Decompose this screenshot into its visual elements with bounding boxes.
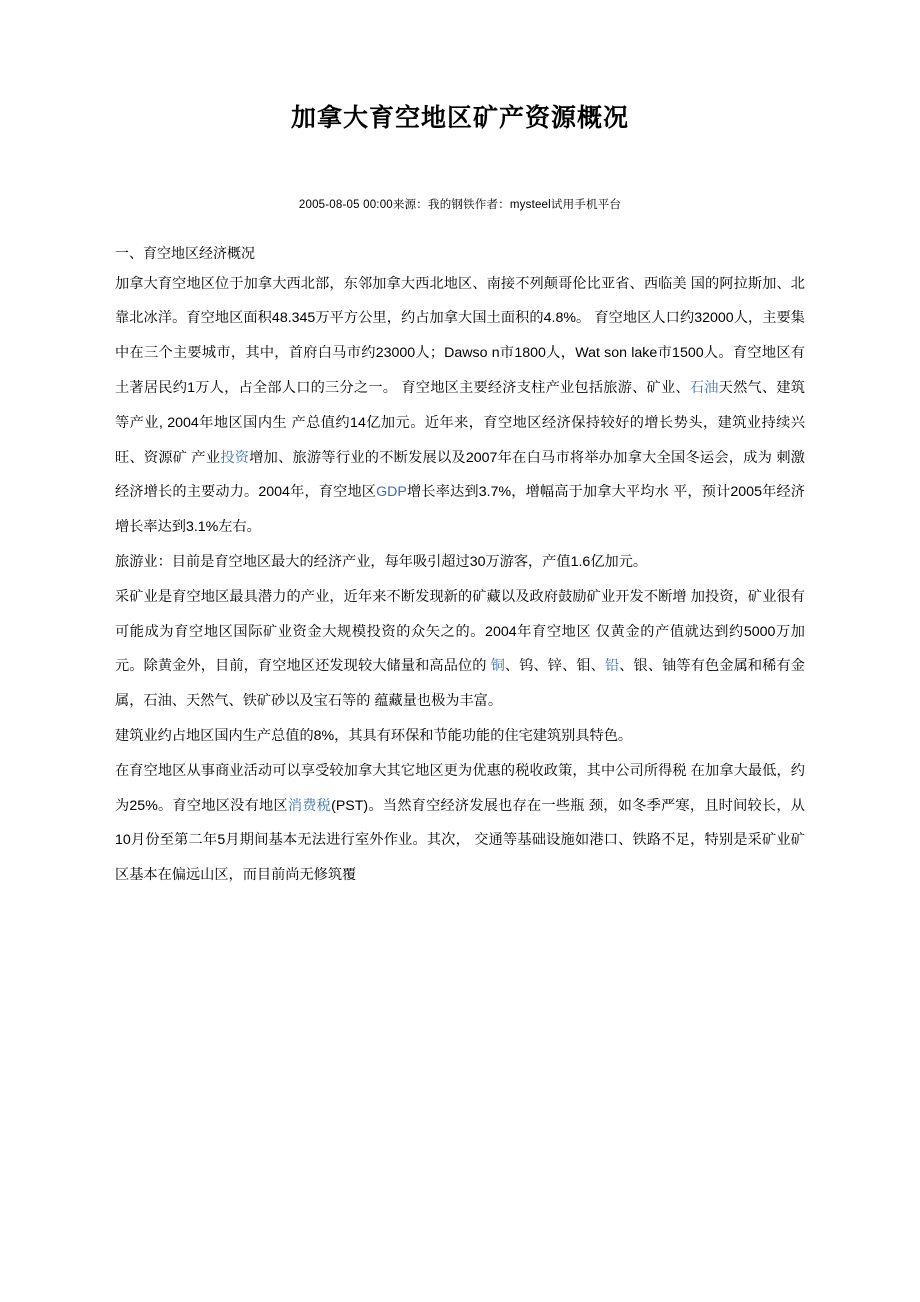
text-run: 建筑业约占地区国内生产总值的8%，其具有环保和节能功能的住宅建筑别具特色。 [115, 727, 633, 744]
paragraph [115, 267, 805, 545]
paragraph [115, 754, 805, 893]
section-heading: 一、育空地区经济概况 [115, 245, 255, 261]
byline: 2005-08-05 00:00来源：我的钢铁作者：mysteel试用手机平台 [298, 199, 622, 211]
page-title: 加拿大育空地区矿产资源概况 [290, 104, 629, 132]
text-run: 、钨、锌、钼、 [504, 658, 605, 675]
inline-link[interactable]: 铜 [490, 658, 505, 675]
text-run: 增长率达到3.7%，增幅高于加拿大平均水 平，预计2005年经济增长率达到3.1%左右。 [115, 484, 805, 536]
inline-link[interactable]: 投资 [220, 449, 250, 466]
paragraph [115, 580, 805, 719]
inline-link[interactable]: 消费税 [287, 797, 332, 814]
text-run: (PST)。当然育空经济发展也存在一些瓶 颈，如冬季严寒，且时间较长，从10月份至第二年5月期间基本无法进行室外作业。其次， 交通等基础设施如港口、铁路不足，特别是采矿业矿区基本在偏远山区，而目前尚无修筑覆 [115, 797, 805, 884]
text-run: 旅游业：目前是育空地区最大的经济产业，每年吸引超过30万游客，产值1.6亿加元。 [115, 553, 648, 570]
inline-link[interactable]: 铅 [604, 658, 620, 675]
document-body [115, 267, 805, 893]
text-run: 增加、旅游等行业的不断发展以及2007年在白马市将举办加拿大全国冬运会，成为 刺激经济增长的主要动力。2004年，育空地区 [115, 449, 805, 501]
text-run: 在育空地区从事商业活动可以享受较加拿大其它地区更为优惠的税收政策，其中公司所得税 在加拿大最低，约为25%。育空地区没有地区 [115, 762, 805, 814]
text-run: 天然气、建筑等产业, 2004年地区国内生 产总值约14亿加元。近年来，育空地区经济保持较好的增长势头，建筑业持续兴旺、资源矿 产业 [115, 379, 805, 466]
paragraph [115, 545, 805, 580]
text-run: 、银、铀等有色金属和稀有金属，石油、天然气、铁矿砂以及宝石等的 蕴藏量也极为丰富。 [115, 658, 805, 710]
paragraph [115, 719, 805, 754]
text-run: 采矿业是育空地区最具潜力的产业，近年来不断发现新的矿藏以及政府鼓励矿业开发不断增 加投资，矿业很有可能成为育空地区国际矿业资金大规模投资的众矢之的。2004年育空地区 仅黄金的产值就达到约5000万加元。除黄金外，目前，育空地区还发现较大储量和高品位的 [115, 588, 805, 675]
inline-link[interactable]: GDP [376, 484, 407, 501]
inline-link[interactable]: 石油 [689, 379, 719, 396]
text-run: 加拿大育空地区位于加拿大西北部，东邻加拿大西北地区、南接不列颠哥伦比亚省、西临美 国的阿拉斯加、北靠北冰洋。育空地区面积48.345万平方公里，约占加拿大国土面积的4.8%。 育空地区人口约32000人，主要集中在三个主要城市，其中，首府白马市约23000人；Dawso n市1800人，Wat son lake市1500人。育空地区有土著居民约1万人，占全部人口的三分之一。 育空地区主要经济支柱产业包括旅游、矿业、 [115, 275, 805, 396]
